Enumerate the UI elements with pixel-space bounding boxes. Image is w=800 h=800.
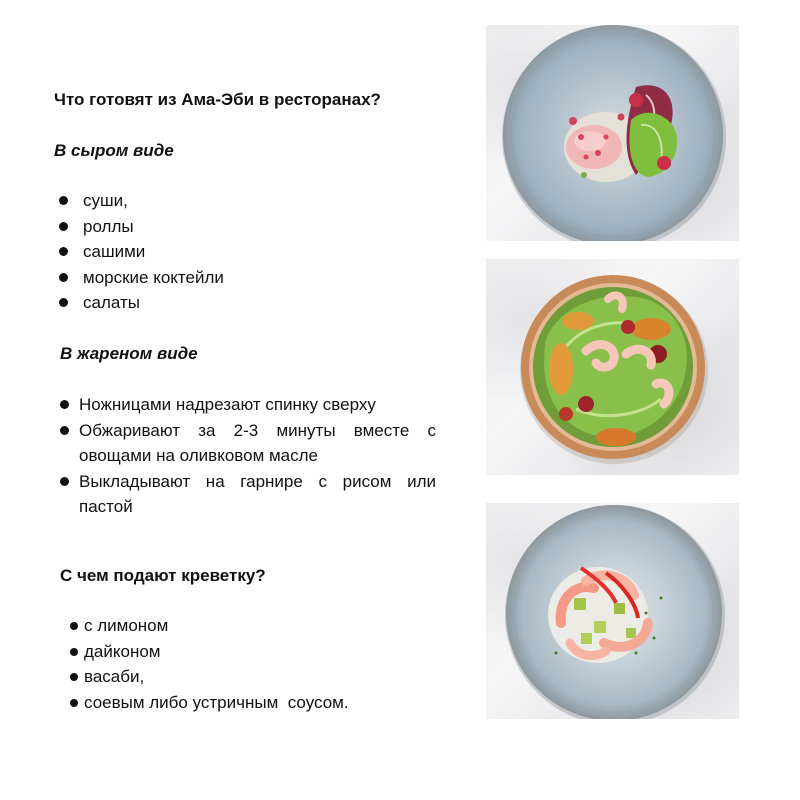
- bullet-icon: [70, 673, 78, 681]
- list-item: сашими: [54, 239, 224, 265]
- list-item: соевым либо устричным соусом.: [68, 690, 349, 716]
- subtitle-fried: В жареном виде: [60, 344, 198, 363]
- serving-list: [68, 613, 349, 715]
- bullet-icon: [59, 273, 68, 282]
- raw-shrimp-plate-photo: [486, 25, 739, 241]
- bullet-icon: [70, 622, 78, 630]
- list-item: Выкладывают на гарнире с рисом или пастой: [58, 469, 436, 520]
- bullet-icon: [70, 699, 78, 707]
- subtitle-raw: В сыром виде: [54, 141, 174, 160]
- bullet-icon: [59, 222, 68, 231]
- list-item: васаби,: [68, 664, 349, 690]
- list-item: морские коктейли: [54, 265, 224, 291]
- bullet-icon: [70, 648, 78, 656]
- title-what-is-cooked: Что готовят из Ама-Эби в ресторанах?: [54, 90, 381, 109]
- bullet-icon: [60, 400, 69, 409]
- list-item: Обжаривают за 2-3 минуты вместе с овощами на оливковом масле: [58, 418, 436, 469]
- list-item: роллы: [54, 214, 224, 240]
- fried-steps-list: [58, 392, 436, 520]
- bullet-icon: [59, 196, 68, 205]
- shrimp-salad-bowl-photo: [486, 259, 739, 475]
- bullet-icon: [59, 247, 68, 256]
- list-item: суши,: [54, 188, 224, 214]
- shrimp-avocado-plate-photo: [486, 503, 739, 719]
- list-item: с лимоном: [68, 613, 349, 639]
- bullet-icon: [59, 298, 68, 307]
- list-item: дайконом: [68, 639, 349, 665]
- title-serving: С чем подают креветку?: [60, 566, 266, 585]
- bullet-icon: [60, 426, 69, 435]
- bullet-icon: [60, 477, 69, 486]
- list-item: салаты: [54, 290, 224, 316]
- list-item: Ножницами надрезают спинку сверху: [58, 392, 436, 418]
- raw-dishes-list: [54, 188, 224, 316]
